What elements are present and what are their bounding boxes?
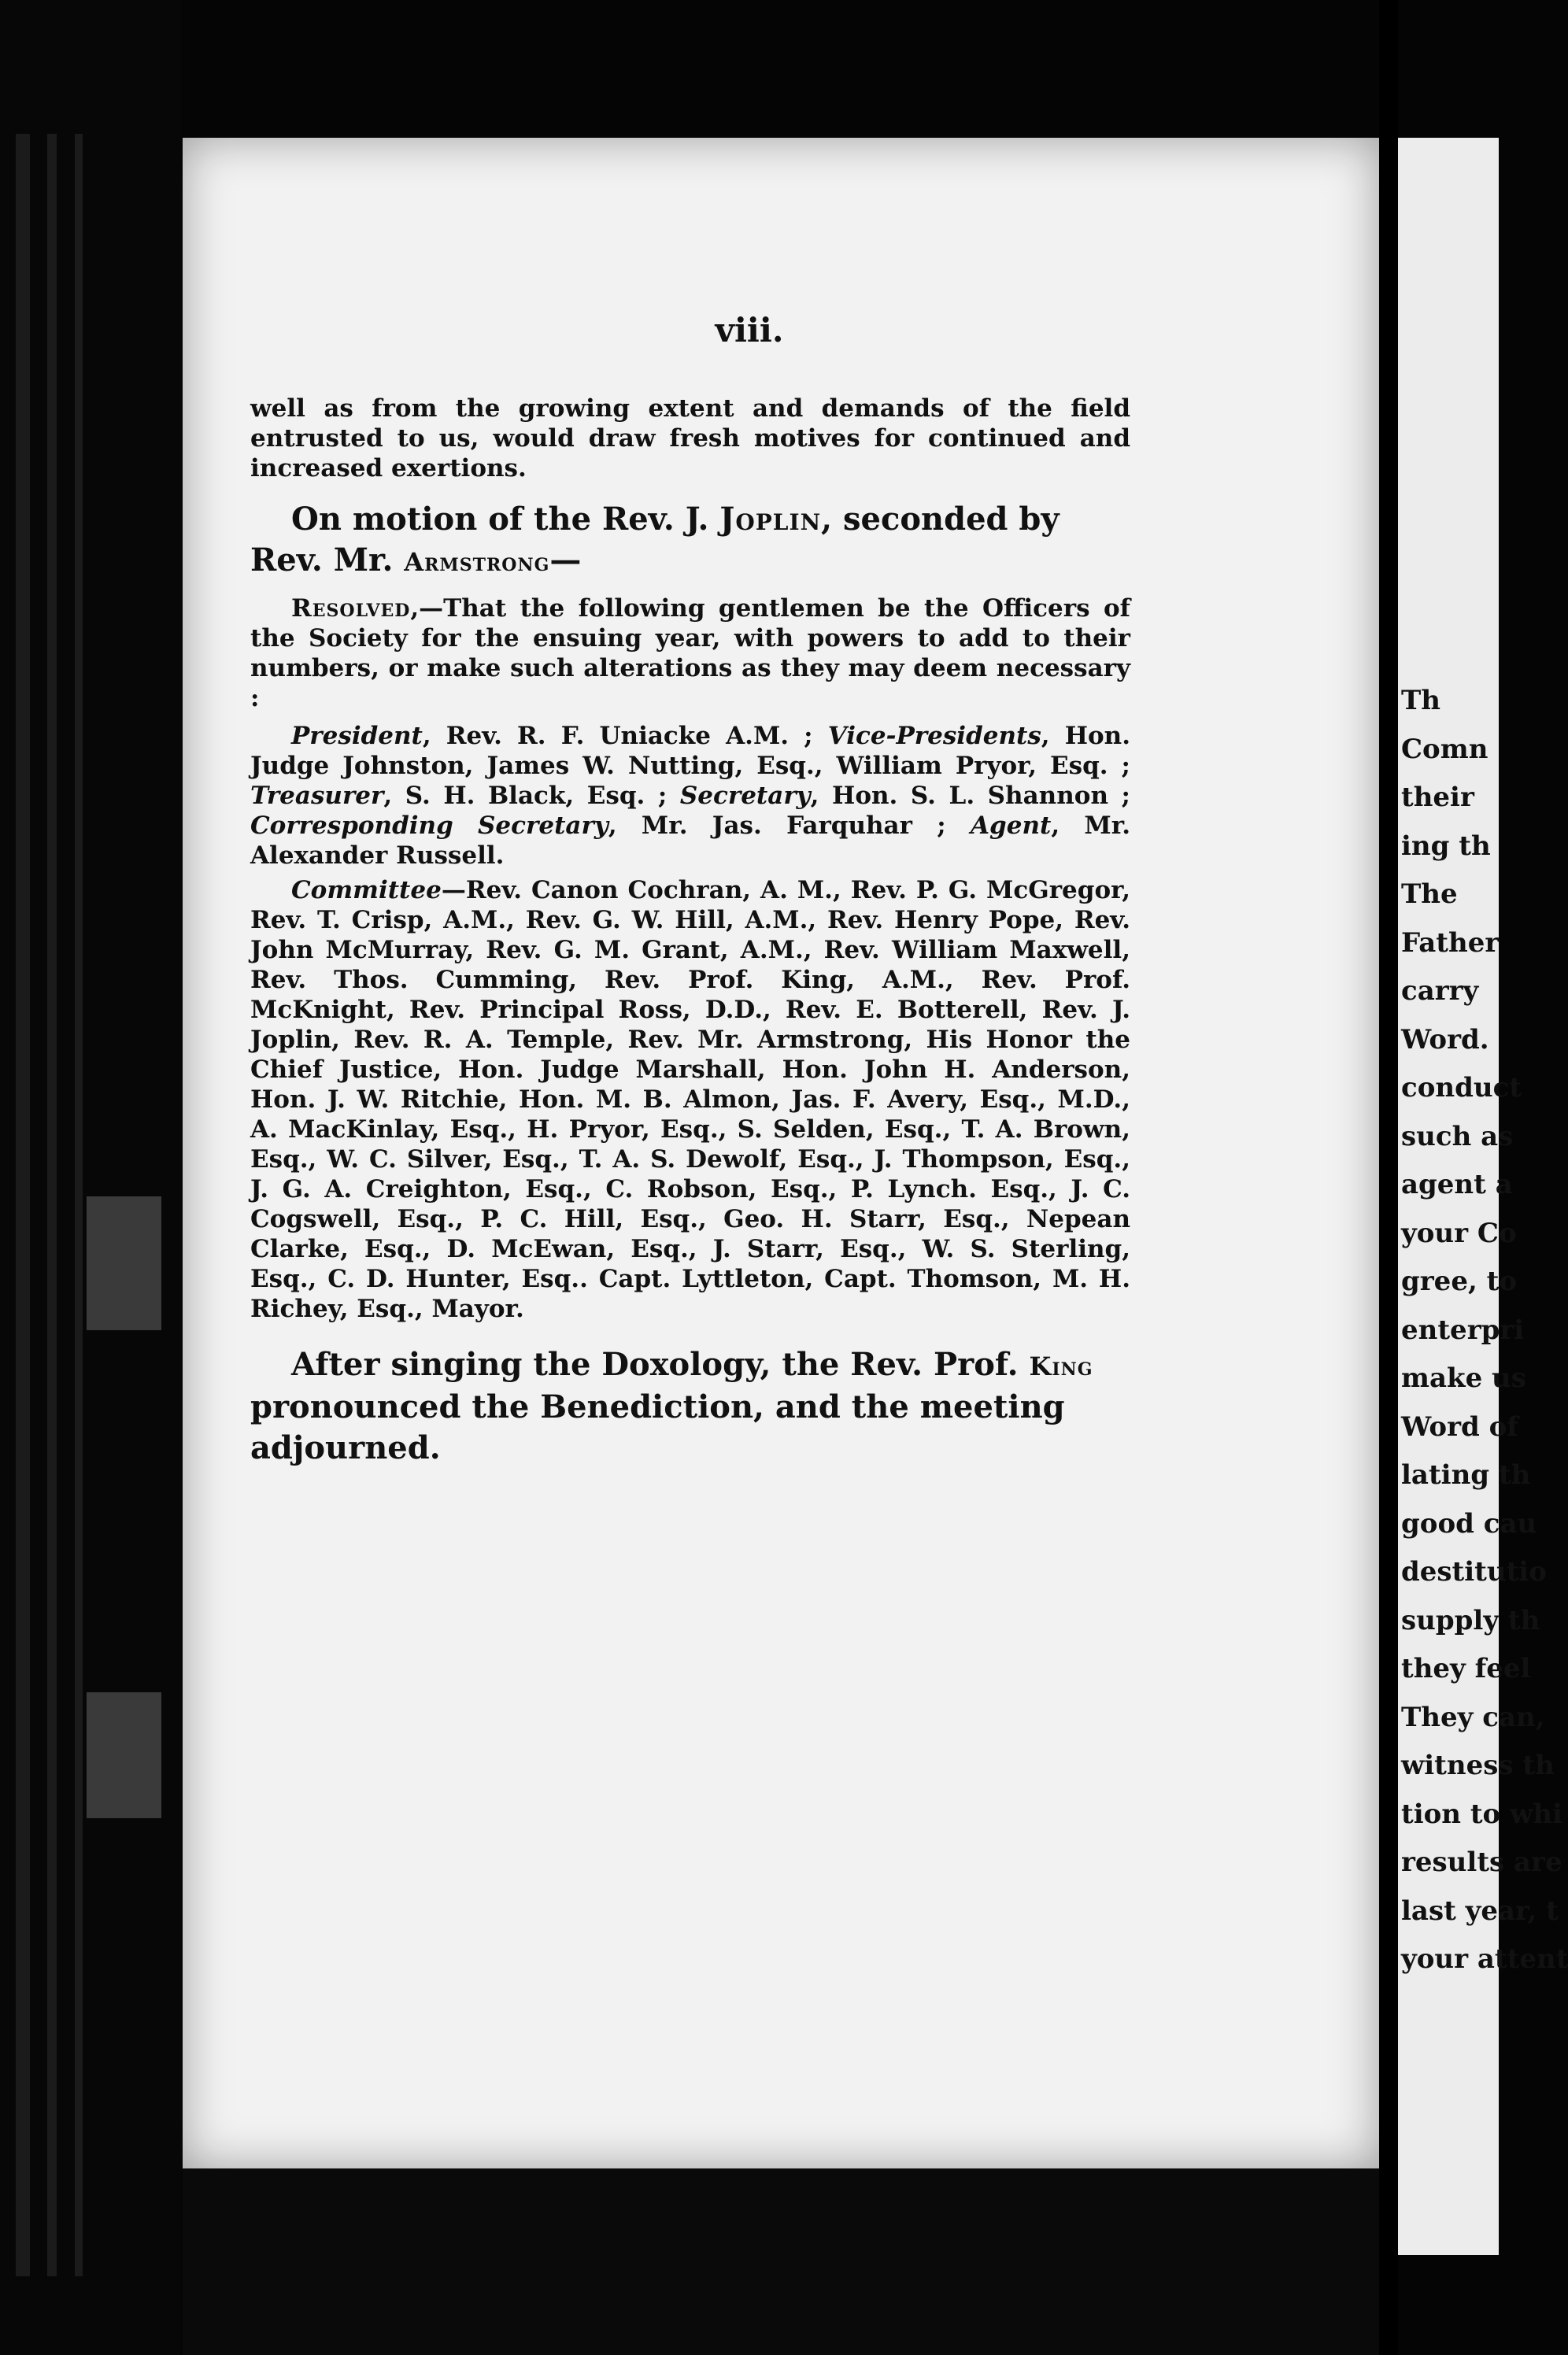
right-page-line: gree, to — [1401, 1266, 1518, 1297]
motion-paragraph — [250, 499, 1130, 582]
committee-label: Committee — [291, 876, 442, 904]
treasurer-label: Treasurer — [250, 782, 384, 810]
text-body — [250, 394, 1130, 1469]
right-page-line: supply th — [1401, 1604, 1540, 1636]
right-page-line: good cau — [1401, 1507, 1537, 1540]
closing-paragraph — [250, 1344, 1130, 1469]
right-page-line: enterpri — [1401, 1314, 1525, 1346]
motion-text: On motion of the Rev. J. — [291, 501, 720, 538]
committee-paragraph — [250, 875, 1130, 1324]
motion-tail: — — [549, 542, 582, 579]
right-page-line: Father — [1401, 926, 1500, 959]
corresponding-secretary-label: Corresponding Secretary — [250, 811, 608, 840]
president-name: , Rev. R. F. Uniacke A.M. ; — [422, 722, 828, 750]
right-page-line: agent a — [1401, 1169, 1513, 1200]
right-page-line: Word of — [1401, 1410, 1518, 1443]
motion-seconder: Armstrong — [404, 547, 550, 577]
book-binding — [0, 0, 181, 2355]
treasurer-name: , S. H. Black, Esq. ; — [383, 782, 680, 810]
right-page-line: They can, — [1401, 1701, 1545, 1733]
right-page-line: witness th — [1401, 1750, 1555, 1781]
page-tab — [87, 1196, 161, 1330]
right-page-line: conduct — [1401, 1072, 1522, 1104]
page-tab — [87, 1692, 161, 1818]
right-page-line: Th — [1401, 685, 1441, 716]
binding-strip — [75, 134, 83, 2276]
right-page-line: such as — [1401, 1120, 1514, 1152]
continuation-paragraph: well as from the growing extent and demands of the field entrusted to us, would draw fresh motives for continued and increased exertions. — [250, 394, 1130, 482]
right-page-line: results are — [1401, 1847, 1562, 1878]
motion-text: , seconded by Rev. Mr. — [250, 501, 1060, 579]
right-page-line: your Co — [1401, 1217, 1517, 1249]
right-page-line: their — [1401, 782, 1474, 813]
right-page-line: The — [1401, 878, 1458, 910]
closing-text: After singing the Doxology, the Rev. Prof. — [291, 1346, 1030, 1383]
closing-name: King — [1029, 1351, 1093, 1381]
resolved-label: Resolved — [291, 594, 411, 623]
right-page-line: tion to whi — [1401, 1798, 1562, 1830]
secretary-label: Secretary — [679, 782, 811, 810]
vice-presidents-names: , Hon. Judge Johnston, James W. Nutting, Esq., William Pryor, Esq. ; — [250, 722, 1130, 780]
right-page-line: carry — [1401, 975, 1479, 1007]
binding-strip — [47, 134, 57, 2276]
president-label: President — [291, 722, 423, 750]
right-page-line: ing th — [1401, 830, 1491, 862]
right-page-line: make us — [1401, 1362, 1526, 1394]
resolved-paragraph — [250, 593, 1130, 713]
right-page-line: destitutio — [1401, 1556, 1547, 1588]
corresponding-secretary-name: , Mr. Jas. Farquhar ; — [608, 811, 971, 840]
right-page-line: last year, t — [1401, 1895, 1559, 1927]
right-page-line: lating th — [1401, 1459, 1531, 1491]
agent-name: , Mr. Alexander Russell. — [250, 811, 1130, 870]
page-number: viii. — [715, 311, 784, 349]
motion-mover: Joplin — [719, 501, 822, 538]
bottom-edge — [183, 2168, 1379, 2355]
resolved-text: ,—That the following gentlemen be the Officers of the Society for the ensuing year, with powers to add to their numbers, or make such alterations as they may deem necessary : — [250, 594, 1130, 712]
secretary-name: , Hon. S. L. Shannon ; — [810, 782, 1130, 810]
agent-label: Agent — [971, 811, 1052, 840]
binding-strip — [16, 134, 30, 2276]
officers-paragraph — [250, 721, 1130, 871]
closing-text: pronounced the Benediction, and the meeting adjourned. — [250, 1388, 1065, 1466]
page-gutter — [1379, 0, 1398, 2355]
right-page-line: Word. — [1401, 1023, 1489, 1055]
right-page-line: Comn — [1401, 733, 1488, 765]
right-page-line: your attent — [1401, 1943, 1568, 1975]
vice-presidents-label: Vice-Presidents — [827, 722, 1041, 750]
right-page-line: they feel — [1401, 1653, 1531, 1684]
committee-members: —Rev. Canon Cochran, A. M., Rev. P. G. McGregor, Rev. T. Crisp, A.M., Rev. G. W. Hill, A.M., Rev. Henry Pope, Rev. John McMurray, Rev. G. M. Grant, A.M., Rev. William Maxwell, Rev. Thos. Cumming, Rev. Prof. King, A.M., Rev. Prof. McKnight, Rev. Principal Ross, D.D., Rev. E. Botterell, Rev. J. Joplin, Rev. R. A. Temple, Rev. Mr. Armstrong, His Honor the Chief Justice, Hon. Judge Marshall, Hon. John H. Anderson, Hon. J. W. Ritchie, Hon. M. B. Almon, Jas. F. Avery, Esq., M.D., A. MacKinlay, Esq., H. Pryor, Esq., S. Selden, Esq., T. A. Brown, Esq., W. C. Silver, Esq., T. A. S. Dewolf, Esq., J. Thompson, Esq., J. G. A. Creighton, Esq., C. Robson, Esq., P. Lynch. Esq., J. C. Cogswell, Esq., P. C. Hill, Esq., Geo. H. Starr, Esq., Nepean Clarke, Esq., D. McEwan, Esq., J. Starr, Esq., W. S. Sterling, Esq., C. D. Hunter, Esq.. Capt. Lyttleton, Capt. Thomson, M. H. Richey, Esq., Mayor. — [250, 876, 1130, 1323]
